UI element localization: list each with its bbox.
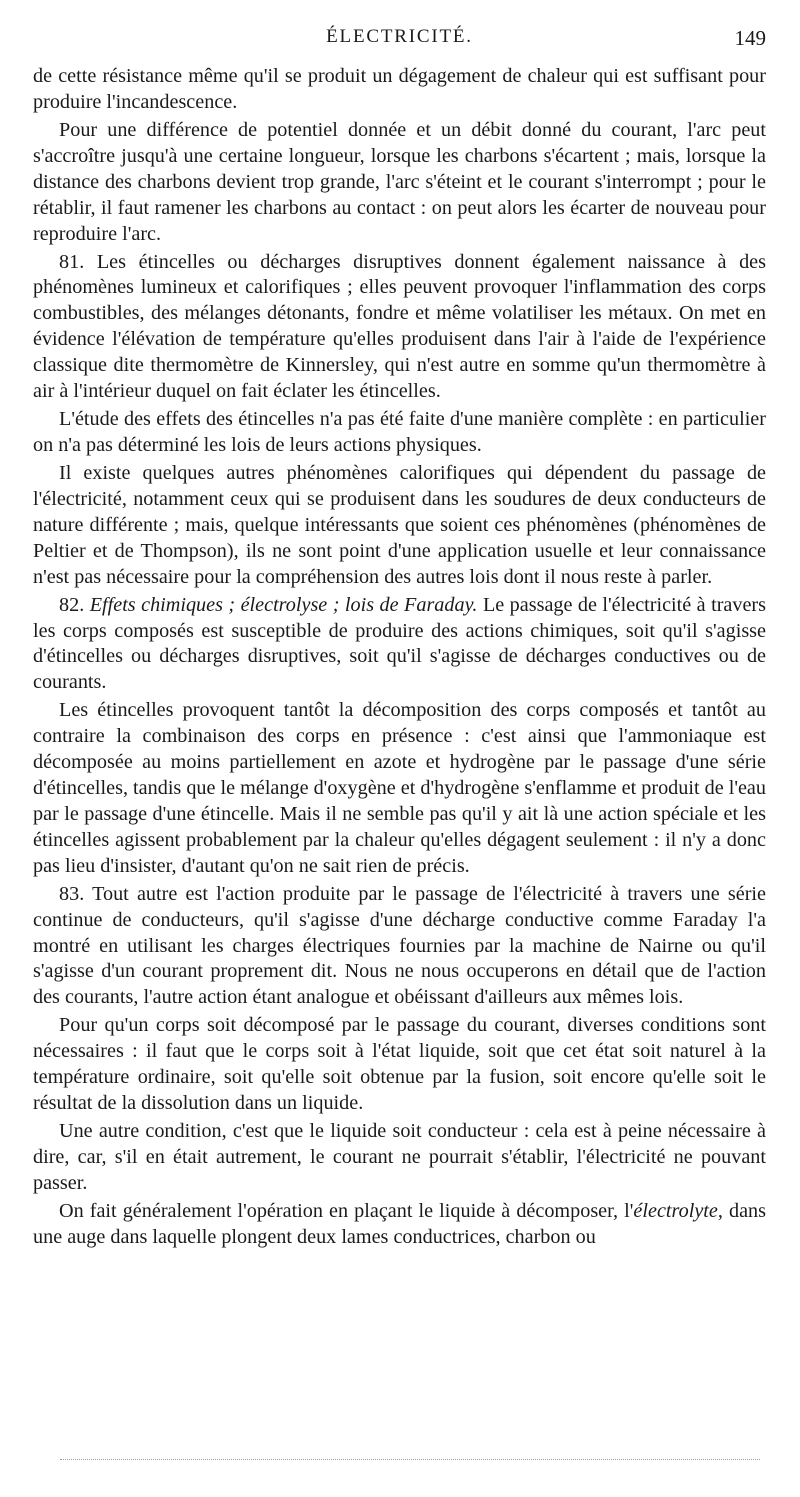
footer-rule (60, 1459, 760, 1460)
section-number: 81. (59, 250, 85, 273)
paragraph: L'étude des effets des étincelles n'a pas été faite d'une manière complète : en particulier on n'a pas déterminé les lois de leurs actions physiques. (33, 408, 766, 456)
section-number: 83. (59, 882, 85, 905)
paragraph: On fait généralement l'opération en plaçant le liquide à décomposer, l'électrolyte, dans une auge dans laquelle plongent deux lames conductrices, charbon ou (33, 1199, 766, 1248)
paragraph: Pour qu'un corps soit décomposé par le passage du courant, diverses conditions sont nécessaires : il faut que le corps soit à l'état liquide, soit que cet état soit naturel à la température ordinaire, soit qu'elle soit obtenue par la fusion, soit encore qu'elle soit le résultat de la dissolution dans un liquide. (33, 1014, 766, 1115)
paragraph: Il existe quelques autres phénomènes calorifiques qui dépendent du passage de l'électricité, notamment ceux qui se produisent dans les soudures de deux conducteurs de nature différente ; mais, quelque intéressants que soient ces phénomènes (phénomènes de Peltier et de Thompson), ils ne sont point d'une application usuelle et leur connaissance n'est pas nécessaire pour la compréhension des autres lois dont il nous reste à parler. (33, 461, 766, 588)
italic-term: électrolyte (633, 1199, 718, 1222)
section-81: 81. Les étincelles ou décharges disruptives donnent également naissance à des phénomènes lumineux et calorifiques ; elles peuvent provoquer l'inflammation des corps combustibles, des mélanges détonants, fondre et même volatiliser les métaux. On met en évidence l'élévation de température qu'elles produisent dans l'air à l'aide de l'expérience classique dite thermomètre de Kinnersley, qui n'est autre en somme qu'un thermomètre à air à l'intérieur duquel on fait éclater les étincelles. (33, 250, 766, 403)
paragraph: Les étincelles provoquent tantôt la décomposition des corps composés et tantôt au contraire la combinaison des corps en présence : c'est ainsi que l'ammoniaque est décomposée au moins partiellement en azote et hydrogène par le passage d'une série d'étincelles, tandis que le mélange d'oxygène et d'hydrogène s'enflamme et produit de l'eau par le passage d'une étincelle. Mais il ne semble pas qu'il y ait là une action spéciale et les étincelles agissent probablement par la chaleur qu'elles dégagent seulement : il n'y a donc pas lieu d'insister, d'autant qu'on ne sait rien de précis. (33, 699, 766, 877)
section-83: 83. Tout autre est l'action produite par le passage de l'électricité à travers une série continue de conducteurs, qu'il s'agisse d'une décharge conductive comme Faraday l'a montré en utilisant les charges électriques fournies par la machine de Nairne ou qu'il s'agisse d'un courant proprement dit. Nous ne nous occuperons en détail que de l'action des courants, l'autre action étant analogue et obéissant d'ailleurs aux mêmes lois. (33, 882, 766, 1009)
section-number: 82. (59, 593, 85, 616)
section-heading: Effets chimiques ; électrolyse ; lois de Faraday. (89, 593, 478, 616)
page-header (33, 26, 766, 56)
paragraph: Pour une différence de potentiel donnée et un débit donné du courant, l'arc peut s'accroître jusqu'à une certaine longueur, lorsque les charbons s'écartent ; mais, lorsque la distance des charbons devient trop grande, l'arc s'éteint et le courant s'interrompt ; pour le rétablir, il faut ramener les charbons au contact : on peut alors les écarter de nouveau pour reproduire l'arc. (33, 118, 766, 245)
paragraph: de cette résistance même qu'il se produit un dégagement de chaleur qui est suffisant pour produire l'incandescence. (33, 65, 766, 113)
running-title: ÉLECTRICITÉ. (326, 26, 473, 47)
paragraph: Une autre condition, c'est que le liquide soit conducteur : cela est à peine nécessaire à dire, car, s'il en était autrement, le courant ne pourrait s'établir, l'électricité ne pouvant passer. (33, 1120, 766, 1194)
page-body (33, 64, 766, 1253)
page-number: 149 (734, 26, 766, 50)
section-82: 82. Effets chimiques ; électrolyse ; lois de Faraday. Le passage de l'électricité à travers les corps composés est susceptible de produire des actions chimiques, soit qu'il s'agisse d'étincelles ou décharges disruptives, soit qu'il s'agisse de décharges conductives ou de courants. (33, 593, 767, 694)
